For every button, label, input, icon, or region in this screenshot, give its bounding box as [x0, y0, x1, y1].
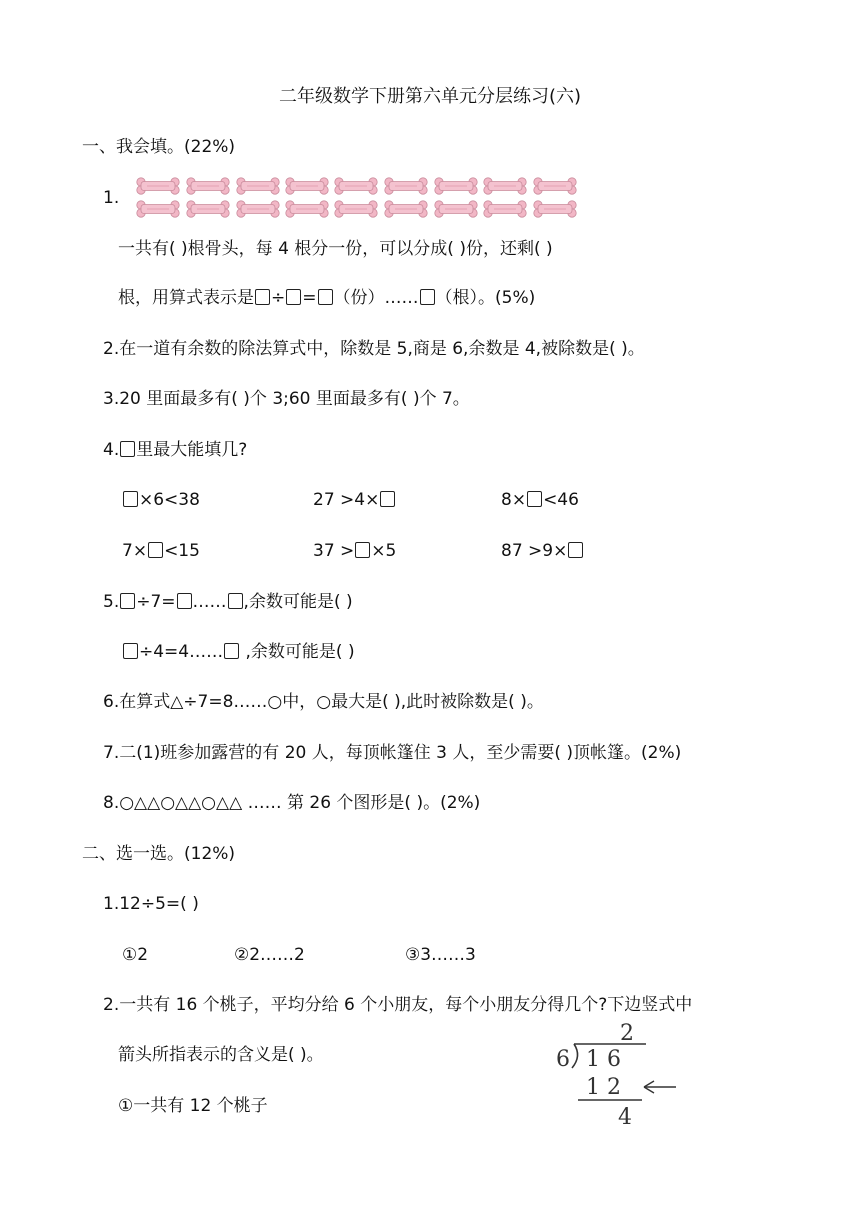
q1-line-2: [118, 286, 535, 310]
q1-line-1: 一共有( )根骨头，每 4 根分一份，可以分成( )份，还剩( ): [118, 239, 553, 259]
blank-box[interactable]: [286, 289, 301, 305]
q4-r1c2-text: 27 >4×: [313, 490, 380, 510]
q4-r1c1-text: ×6<38: [139, 490, 200, 510]
blank-box[interactable]: [255, 289, 270, 305]
q4-r2c3-text: 87 >9×: [501, 541, 568, 561]
q4-r2c3: [501, 539, 584, 563]
q4-r2c2-text-b: ×5: [371, 541, 397, 561]
blank-box[interactable]: [177, 593, 192, 609]
blank-box[interactable]: [224, 643, 239, 659]
q6-text: 6.在算式△÷7=8……○中，○最大是( ),此时被除数是( )。: [103, 692, 544, 712]
q4-r1c1: [122, 488, 200, 512]
blank-box[interactable]: [380, 491, 395, 507]
q4-r1c3: [501, 488, 579, 512]
q5-a-mid: ÷7=: [136, 592, 176, 612]
q4-r2c1-text-a: 7×: [122, 541, 148, 561]
q5-num: 5.: [103, 592, 120, 612]
q1-text-c: =: [302, 288, 317, 308]
q4-r1c2: [313, 488, 396, 512]
s2-q2-line-1: 2.一共有 16 个桃子，平均分给 6 个小朋友，每个小朋友分得几个?下边竖式中: [103, 995, 693, 1015]
q5-b-tail: ,余数可能是( ): [240, 642, 355, 662]
division-quotient: 2: [620, 1021, 634, 1046]
s2-q2-line-2: 箭头所指表示的含义是( )。: [118, 1045, 324, 1065]
q4-r2c1: [122, 539, 200, 563]
section-2-heading: 二、选一选。(12%): [82, 844, 236, 864]
division-divisor: 6: [556, 1047, 570, 1072]
q5-line-a: [103, 590, 353, 614]
blank-box[interactable]: [318, 289, 333, 305]
q4-r2c2-text-a: 37 >: [313, 541, 355, 561]
q5-line-b: [122, 640, 355, 664]
q1-text-a: 根，用算式表示是: [118, 288, 254, 308]
blank-box[interactable]: [527, 491, 542, 507]
section-1-heading: 一、我会填。(22%): [82, 137, 236, 157]
q4-num: 4.: [103, 440, 120, 460]
division-remainder: 4: [618, 1105, 632, 1130]
blank-box[interactable]: [120, 593, 135, 609]
q4-r2c2: [313, 539, 396, 563]
s2-q1-option-1[interactable]: ①2: [122, 945, 149, 965]
blank-box[interactable]: [123, 491, 138, 507]
q4-r1c3-text-a: 8×: [501, 490, 527, 510]
q4-head-text: 里最大能填几?: [136, 440, 248, 460]
blank-box[interactable]: [420, 289, 435, 305]
q7-text: 7.二(1)班参加露营的有 20 人，每顶帐篷住 3 人，至少需要( )顶帐篷。(2%): [103, 743, 682, 763]
q4-r1c3-text-b: <46: [543, 490, 579, 510]
q4-r2c1-text-b: <15: [164, 541, 200, 561]
q5-a-tail: ,余数可能是( ): [243, 592, 353, 612]
s2-q1-option-3[interactable]: ③3……3: [405, 945, 476, 965]
q1-number: 1.: [103, 188, 120, 208]
q1-text-b: ÷: [271, 288, 286, 308]
blank-box[interactable]: [123, 643, 138, 659]
division-dividend: 1 6: [586, 1047, 621, 1072]
q4-heading: [103, 438, 247, 462]
q1-text-e: （根）。(5%): [435, 288, 536, 308]
q8-text: 8.○△△○△△○△△ …… 第 26 个图形是( )。(2%): [103, 793, 481, 813]
s2-q1-option-2[interactable]: ②2……2: [234, 945, 305, 965]
blank-box[interactable]: [355, 542, 370, 558]
s2-q1-text: 1.12÷5=( ): [103, 894, 199, 914]
blank-box[interactable]: [120, 441, 135, 457]
blank-box[interactable]: [568, 542, 583, 558]
division-product: 1 2: [586, 1075, 621, 1100]
q5-a-dots: ……: [192, 592, 227, 612]
blank-box[interactable]: [228, 593, 243, 609]
q2-text: 2.在一道有余数的除法算式中，除数是 5,商是 6,余数是 4,被除数是( )。: [103, 339, 645, 359]
s2-q2-option-1[interactable]: ①一共有 12 个桃子: [118, 1096, 268, 1116]
page-title: 二年级数学下册第六单元分层练习(六): [278, 86, 582, 107]
q3-text: 3.20 里面最多有( )个 3;60 里面最多有( )个 7。: [103, 389, 470, 409]
q5-b-mid: ÷4=4……: [139, 642, 224, 662]
division-bracket: [572, 1044, 578, 1068]
bones-image: [133, 174, 585, 224]
blank-box[interactable]: [148, 542, 163, 558]
bone-icons: [133, 174, 585, 224]
q1-text-d: （份）……: [333, 288, 419, 308]
long-division-figure: [550, 1018, 690, 1130]
